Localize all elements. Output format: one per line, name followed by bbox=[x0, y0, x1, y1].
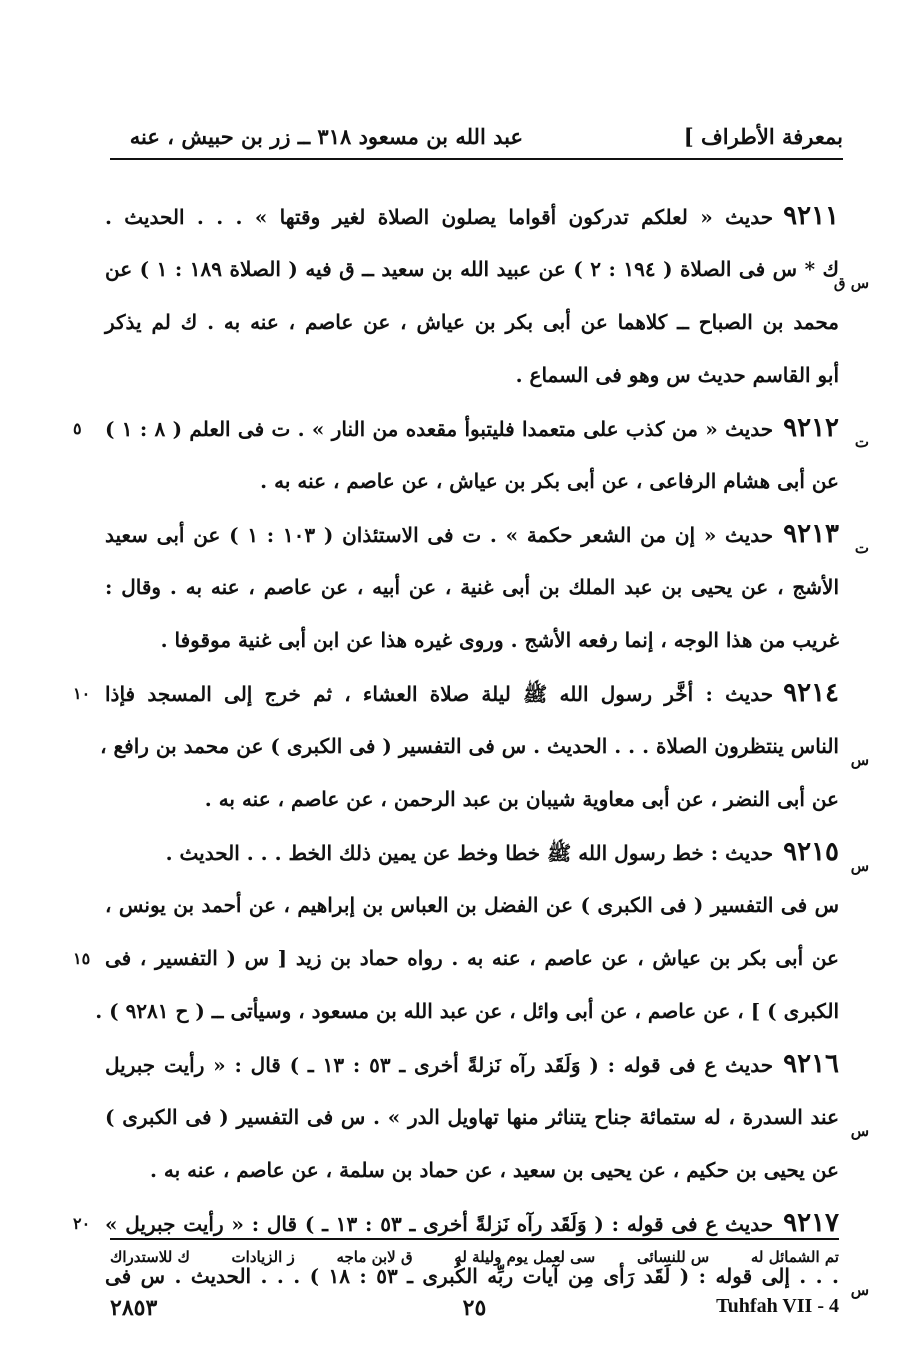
line-text-container bbox=[105, 243, 839, 296]
text-line bbox=[73, 402, 869, 455]
volume-label: Tuhfah VII - 4 bbox=[716, 1295, 839, 1317]
text-line bbox=[105, 508, 869, 561]
line-text: حديث « إن من الشعر حكمة » . ت فى الاستئذان ( ١٠٣ : ١ ) عن أبى سعيد bbox=[105, 523, 774, 547]
text-line bbox=[105, 190, 839, 243]
header-book-title: بمعرفة الأطراف ] bbox=[683, 124, 843, 149]
line-text: حديث : أخَّر رسول الله ﷺ ليلة صلاة العشاء ، ثم خرج إلى المسجد فإذا bbox=[105, 682, 774, 706]
hadith-number: ٩٢١٢ bbox=[783, 413, 839, 443]
line-text: حديث « لعلكم تدركون أقواما يصلون الصلاة لغير وقتها » . . . الحديث . bbox=[105, 205, 774, 229]
text-line bbox=[105, 349, 839, 402]
line-text: حديث ع فى قوله : ( وَلَقَد رآه نَزلةً أخرى ـ ٥٣ : ١٣ ـ ) قال : « رأيت جبريل bbox=[105, 1053, 774, 1077]
text-line bbox=[73, 1197, 839, 1250]
line-text-container bbox=[105, 667, 839, 721]
line-text-container bbox=[105, 1091, 839, 1144]
margin-line-number: ١٠ bbox=[73, 684, 91, 703]
text-line bbox=[73, 932, 839, 985]
text-line bbox=[100, 720, 869, 773]
footnote-rule bbox=[110, 1238, 839, 1240]
line-text-container bbox=[105, 561, 839, 614]
text-line bbox=[105, 1038, 839, 1091]
line-text-container bbox=[105, 614, 839, 667]
legend-item: س للنسائى bbox=[636, 1248, 710, 1266]
text-line bbox=[105, 561, 839, 614]
margin-sigil: ت bbox=[854, 539, 869, 557]
running-header bbox=[110, 118, 843, 160]
line-text: عن أبى بكر بن عياش ، عن عاصم ، عنه به . رواه حماد بن زيد [ س ( التفسير ، فى bbox=[105, 946, 839, 970]
line-text-container bbox=[105, 826, 839, 880]
margin-sigil: س bbox=[850, 1122, 869, 1140]
line-text: حديث ع فى قوله : ( وَلَقَد رآه نَزلةً أخرى ـ ٥٣ : ١٣ ـ ) قال : « رأيت جبريل » bbox=[105, 1212, 774, 1236]
hadith-number: ٩٢١٦ bbox=[783, 1049, 840, 1079]
page-footer bbox=[110, 1295, 839, 1325]
line-text: حديث « من كذب على متعمدا فليتبوأ مقعده من النار » . ت فى العلم ( ٨ : ١ ) bbox=[105, 417, 774, 441]
legend-item: ز الزيادات bbox=[231, 1248, 295, 1266]
line-text-container bbox=[105, 1038, 839, 1092]
line-text-container bbox=[105, 190, 839, 244]
hadith-entries bbox=[73, 190, 869, 1303]
line-text: عن أبى هشام الرفاعى ، عن أبى بكر بن عياش ، عن عاصم ، عنه به . bbox=[260, 469, 839, 493]
line-text: الناس ينتظرون الصلاة . . . الحديث . س فى التفسير ( فى الكبرى ) عن محمد بن رافع ، bbox=[100, 734, 839, 758]
legend-item: تم الشمائل له bbox=[750, 1248, 839, 1266]
margin-sigil: س bbox=[850, 857, 869, 875]
hadith-number: ٩٢١٣ bbox=[783, 519, 839, 549]
margin-sigil: س bbox=[850, 751, 869, 769]
line-text-container bbox=[105, 1144, 839, 1197]
margin-line-number: ٥ bbox=[73, 419, 82, 438]
line-text: حديث : خط رسول الله ﷺ خطا وخط عن يمين ذلك الخط . . . الحديث . bbox=[165, 841, 774, 865]
line-text: س فى التفسير ( فى الكبرى ) عن الفضل بن العباس بن إبراهيم ، عن أحمد بن يونس ، bbox=[105, 893, 839, 917]
text-line bbox=[105, 879, 839, 932]
text-line bbox=[105, 455, 839, 508]
margin-sigil: س bbox=[850, 1281, 869, 1299]
line-text-container bbox=[105, 879, 839, 932]
line-text-container bbox=[95, 985, 839, 1038]
legend-item: ق لابن ماجه bbox=[336, 1248, 413, 1266]
line-text: الأشج ، عن يحيى بن عبد الملك بن أبى غنية ، عن أبيه ، عن عاصم ، عنه به . وقال : bbox=[105, 575, 839, 599]
legend-item: سى لعمل يوم وليلة له bbox=[454, 1248, 596, 1266]
margin-line-number: ١٥ bbox=[73, 949, 91, 968]
text-line bbox=[105, 243, 869, 296]
line-text-container bbox=[105, 349, 839, 402]
line-text-container bbox=[105, 932, 839, 985]
line-text: . . . إلى قوله : ( لَقَد رَأى مِن آيات ربِّه الكُبرى ـ ٥٣ : ١٨ ) . . . الحديث . س فى bbox=[105, 1264, 840, 1288]
margin-sigil: ت bbox=[854, 433, 869, 451]
line-text: الكبرى ) ] ، عن عاصم ، عن أبى وائل ، عن عبد الله بن مسعود ، وسيأتى ــ ( ح ٩٢٨١ ) . bbox=[95, 999, 839, 1023]
legend-item: ك للاستدراك bbox=[110, 1248, 190, 1266]
line-text: عند السدرة ، له ستمائة جناح يتناثر منها تهاويل الدر » . س فى التفسير ( فى الكبرى ) bbox=[105, 1105, 839, 1129]
text-line bbox=[105, 296, 839, 349]
text-line bbox=[105, 1091, 869, 1144]
text-line bbox=[73, 667, 839, 720]
header-section: عبد الله بن مسعود ٣١٨ ــ زر بن حبيش ، عنه bbox=[129, 124, 523, 149]
abbreviation-legend bbox=[110, 1248, 839, 1278]
page-number: ٢٥ bbox=[462, 1295, 487, 1321]
text-line bbox=[105, 826, 869, 879]
text-line bbox=[105, 1144, 839, 1197]
line-text: محمد بن الصباح ــ كلاهما عن أبى بكر بن عياش ، عن عاصم ، عنه به . ك لم يذكر bbox=[105, 310, 839, 334]
hadith-number: ٩٢١١ bbox=[783, 201, 839, 231]
line-text: أبو القاسم حديث س وهو فى السماع . bbox=[515, 363, 839, 387]
line-text: عن يحيى بن حكيم ، عن يحيى بن سعيد ، عن حماد بن سلمة ، عن عاصم ، عنه به . bbox=[150, 1158, 839, 1182]
line-text-container bbox=[105, 296, 839, 349]
line-text-container bbox=[105, 455, 839, 508]
text-line bbox=[105, 614, 839, 667]
line-text: غريب من هذا الوجه ، إنما رفعه الأشج . وروى غيره هذا عن ابن أبى غنية موقوفا . bbox=[160, 628, 839, 652]
text-line bbox=[95, 985, 839, 1038]
line-text: ك * س فى الصلاة ( ١٩٤ : ٢ ) عن عبيد الله بن سعيد ــ ق فيه ( الصلاة ١٨٩ : ١ ) عن bbox=[105, 257, 840, 281]
line-text-container bbox=[100, 720, 839, 773]
hadith-number: ٩٢١٧ bbox=[783, 1208, 839, 1238]
margin-sigil: س ق bbox=[833, 274, 869, 292]
line-text-container bbox=[105, 402, 839, 456]
text-line bbox=[105, 773, 839, 826]
hadith-number: ٩٢١٥ bbox=[783, 837, 839, 867]
line-text-container bbox=[105, 1197, 839, 1251]
line-text: عن أبى النضر ، عن أبى معاوية شيبان بن عبد الرحمن ، عن عاصم ، عنه به . bbox=[204, 787, 839, 811]
hadith-number: ٩٢١٤ bbox=[783, 678, 839, 708]
footer-total-count: ٢٨٥٣ bbox=[110, 1295, 158, 1321]
line-text-container bbox=[105, 508, 839, 562]
line-text-container bbox=[105, 773, 839, 826]
margin-line-number: ٢٠ bbox=[73, 1214, 91, 1233]
